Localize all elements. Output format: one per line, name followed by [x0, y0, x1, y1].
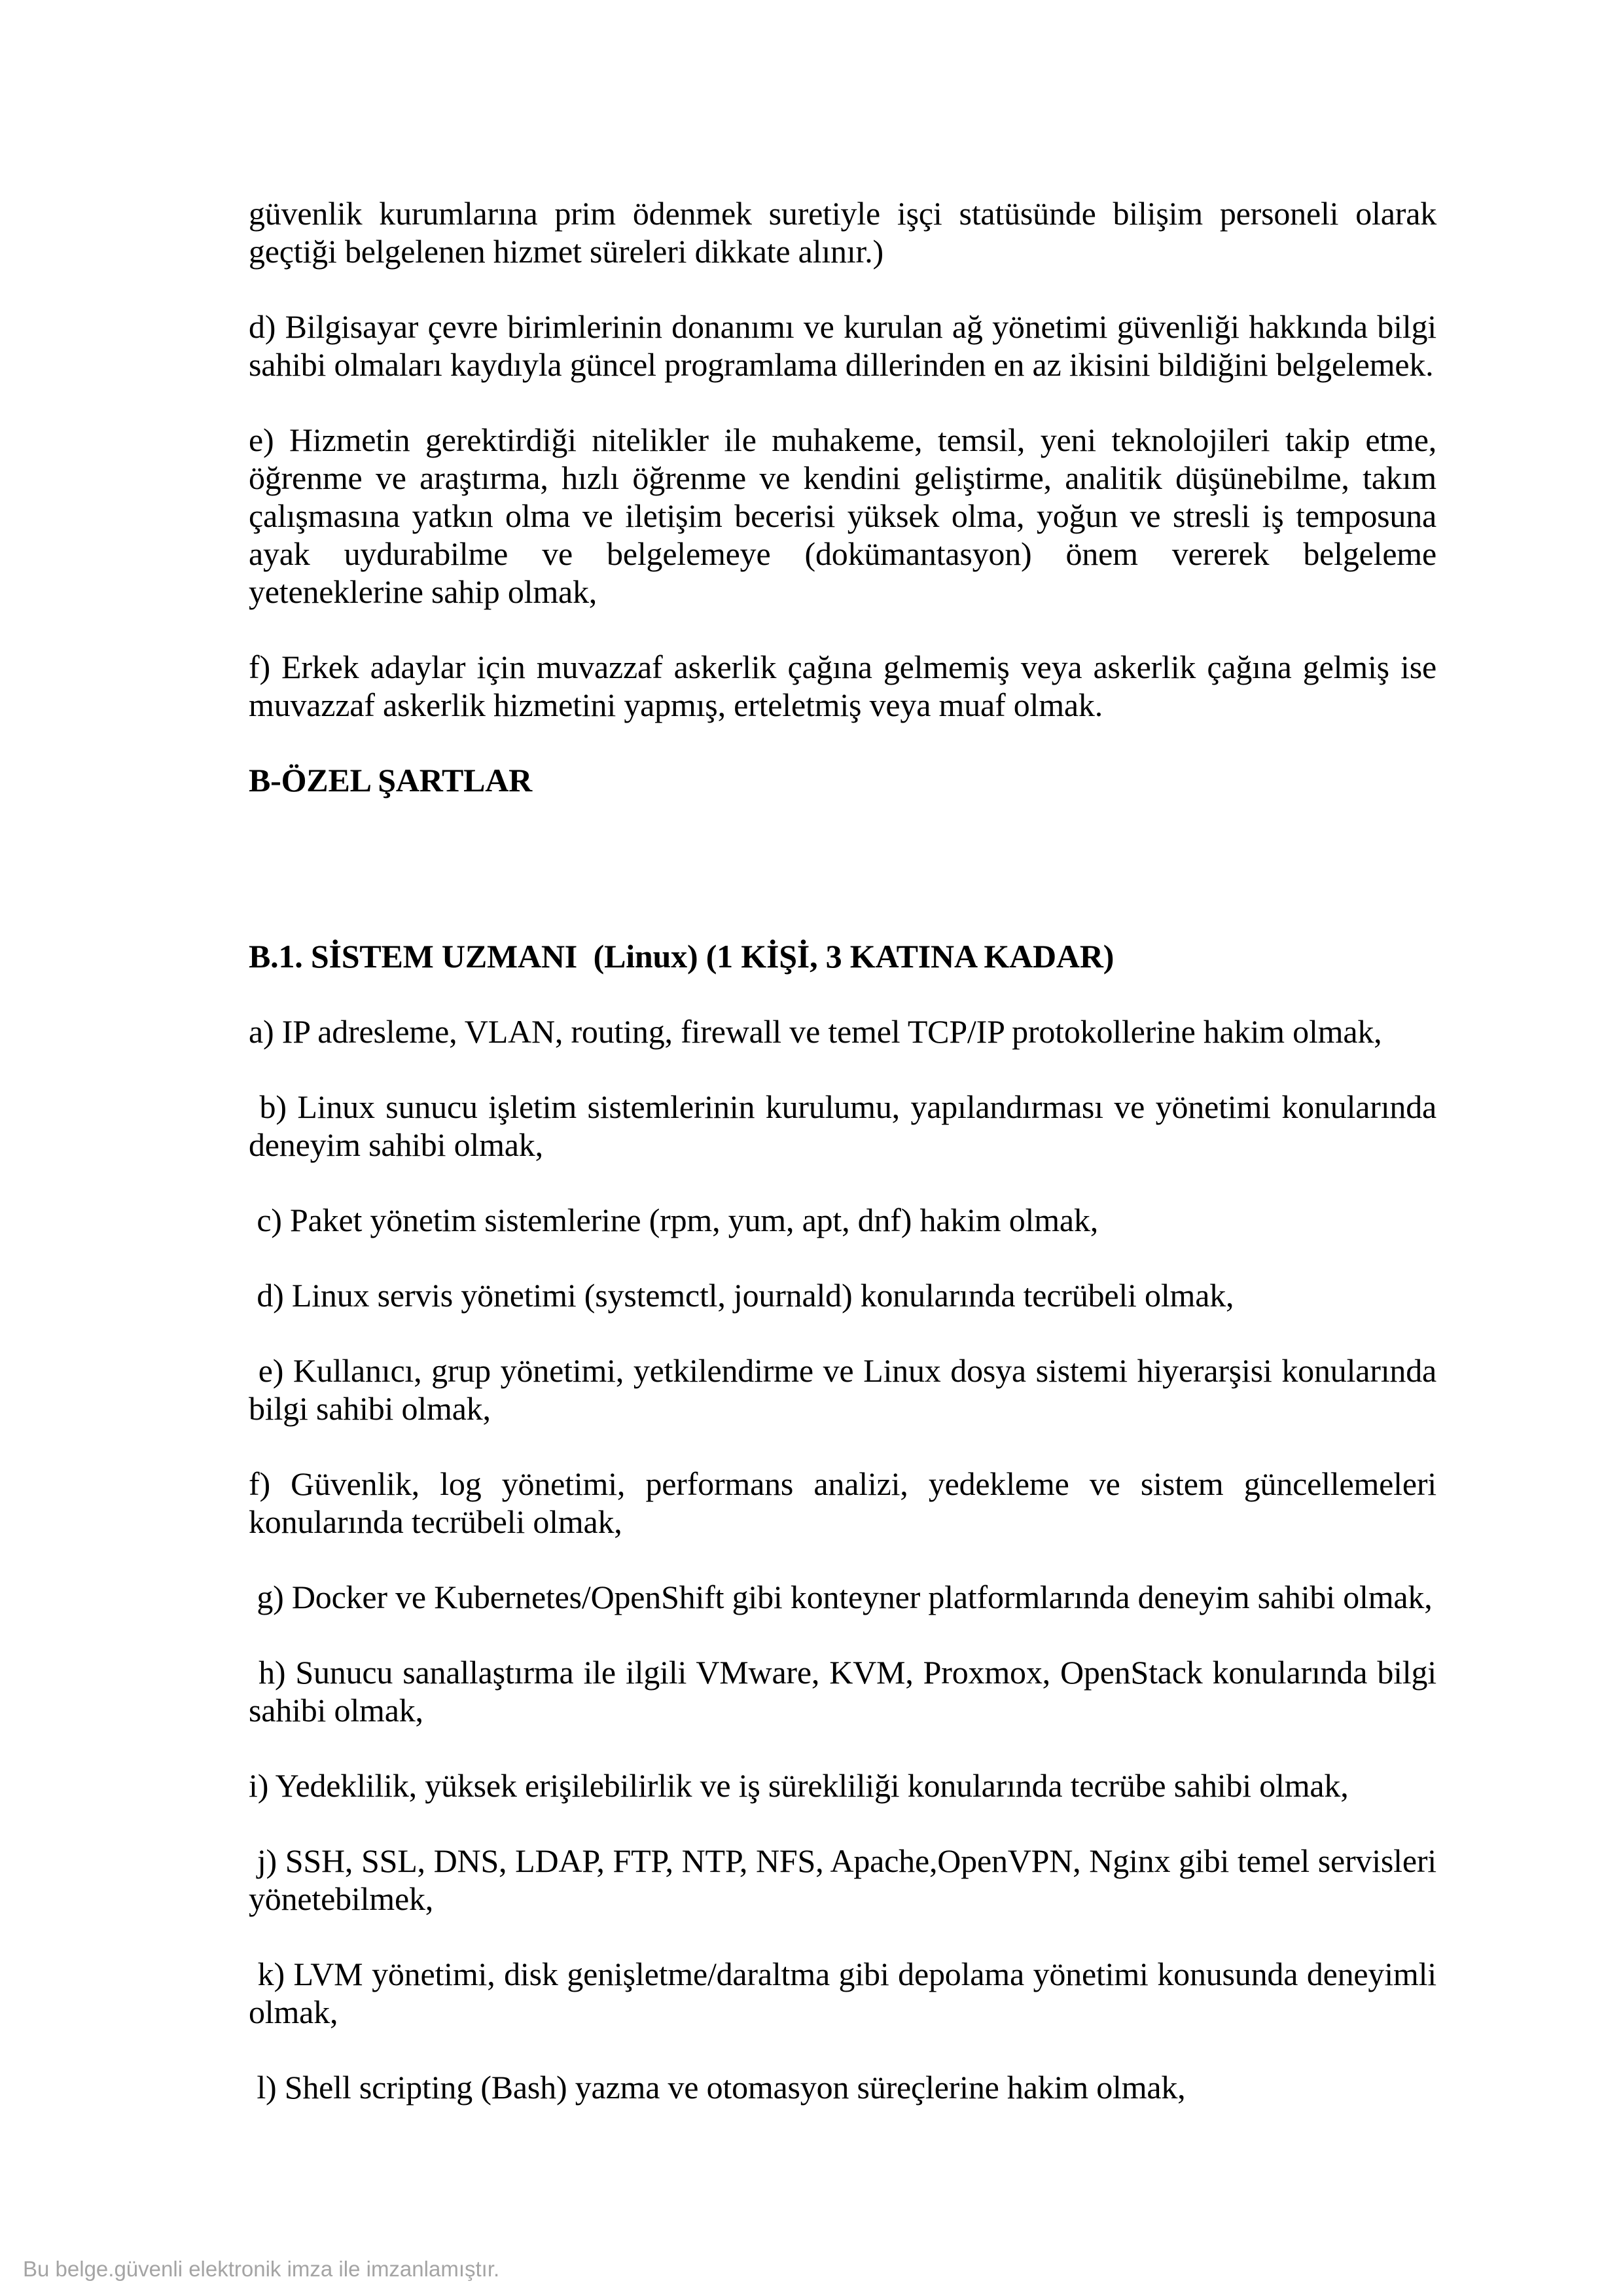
b1-requirement-item-i: i) Yedeklilik, yüksek erişilebilirlik ve iş sürekliliği konularında tecrübe sahibi olmak, [249, 1767, 1349, 1804]
paragraph-continuation: güvenlik kurumlarına prim ödenmek suretiyle işçi statüsünde bilişim personeli olarak geçtiği belgelenen hizmet süreleri dikkate alınır.) [249, 195, 1445, 270]
general-requirement-item-f: f) Erkek adaylar için muvazzaf askerlik çağına gelmemiş veya askerlik çağına gelmiş ise muvazzaf askerlik hizmetini yapmış, erteletmiş veya muaf olmak. [249, 649, 1445, 723]
b1-requirement-item-l: l) Shell scripting (Bash) yazma ve otomasyon süreçlerine hakim olmak, [249, 2069, 1186, 2106]
section-heading-ozel-sartlar: B-ÖZEL ŞARTLAR [249, 762, 533, 798]
general-requirement-item-e: e) Hizmetin gerektirdiği nitelikler ile muhakeme, temsil, yeni teknolojileri takip etme, öğrenme ve araştırma, hızlı öğrenme ve kendini geliştirme, analitik düşünebilme, takım çalışmasına yatkın olma ve iletişim becerisi yüksek olma, yoğun ve stresli iş temposuna ayak uydurabilme ve belgelemeye (dokümantasyon) önem vererek belgeleme yeteneklerine sahip olmak, [249, 422, 1445, 610]
b1-requirement-item-g: g) Docker ve Kubernetes/OpenShift gibi konteyner platformlarında deneyim sahibi olmak, [249, 1579, 1433, 1615]
e-signature-note: Bu belge.güvenli elektronik imza ile imzanlamıştır. [23, 2257, 500, 2281]
b1-requirement-item-h: h) Sunucu sanallaştırma ile ilgili VMware, KVM, Proxmox, OpenStack konularında bilgi sahibi olmak, [249, 1654, 1445, 1729]
b1-requirement-item-k: k) LVM yönetimi, disk genişletme/daraltma gibi depolama yönetimi konusunda deneyimli olmak, [249, 1956, 1445, 2030]
general-requirement-item-d: d) Bilgisayar çevre birimlerinin donanımı ve kurulan ağ yönetimi güvenliği hakkında bilgi sahibi olmaları kaydıyla güncel programlama dillerinden en az ikisini bildiğini belgelemek. [249, 308, 1445, 383]
section-heading-b1-sistem-uzmani: B.1. SİSTEM UZMANI (Linux) (1 KİŞİ, 3 KATINA KADAR) [249, 938, 1115, 975]
b1-requirement-item-f: f) Güvenlik, log yönetimi, performans analizi, yedekleme ve sistem güncellemeleri konularında tecrübeli olmak, [249, 1465, 1445, 1540]
b1-requirement-item-j: j) SSH, SSL, DNS, LDAP, FTP, NTP, NFS, Apache,OpenVPN, Nginx gibi temel servisleri yönetebilmek, [249, 1842, 1445, 1917]
b1-requirement-item-b: b) Linux sunucu işletim sistemlerinin kurulumu, yapılandırması ve yönetimi konularında deneyim sahibi olmak, [249, 1088, 1445, 1163]
document-body [249, 194, 1445, 2144]
b1-requirement-item-d: d) Linux servis yönetimi (systemctl, journald) konularında tecrübeli olmak, [249, 1277, 1234, 1314]
b1-requirement-item-a: a) IP adresleme, VLAN, routing, firewall ve temel TCP/IP protokollerine hakim olmak, [249, 1013, 1382, 1050]
b1-requirement-item-c: c) Paket yönetim sistemlerine (rpm, yum, apt, dnf) hakim olmak, [249, 1202, 1099, 1238]
b1-requirement-item-e: e) Kullanıcı, grup yönetimi, yetkilendirme ve Linux dosya sistemi hiyerarşisi konularında bilgi sahibi olmak, [249, 1352, 1445, 1427]
